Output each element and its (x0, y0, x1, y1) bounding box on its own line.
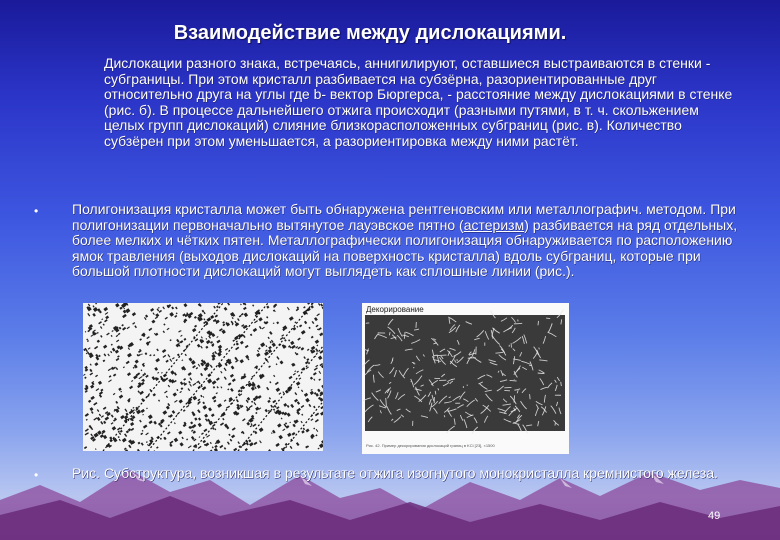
figure-caption-text: Рис. Субструктура, возникшая в результате отжига изогнутого монокристалла кремнистого железа. (72, 465, 718, 481)
paragraph-polygonization-text-1: Полигонизация кристалла может быть обнаружена рентгеновским или металлографич. методом. При полигонизации первоначально вытянутое лауэвское пятно ( (72, 201, 736, 233)
slide-title: Взаимодействие между дислокациями. (173, 22, 567, 44)
paragraph-polygonization (72, 202, 742, 280)
etch-pits-micrograph (83, 303, 323, 451)
paragraph-dislocations: Дислокации разного знака, встречаясь, аннигилируют, оставшиеся выстраиваются в стенки - субграницы. При этом кристалл разбивается на субзёрна, разориентированные друг относительно друга на углы где b- вектор Бюргерса, - расстояние между дислокациями в стенке (рис. б). В процессе дальнейшего отжига происходит (разными путями, в т. ч. скольжением целых групп дислокаций) слияние близкорасположенных субграниц (рис. в). Количество субзёрен при этом уменьшается, а разориентировка между ними растёт. (104, 55, 733, 149)
mountains-decoration (0, 430, 780, 540)
paragraph-polygonization-text-2: ) разбивается на ряд отдельных, более мелких и чётких пятен. Металлографически полигонизация обнаруживается по расположению ямок травления (выходов дислокаций на поверхность кристалла) вдоль субграниц, которые при большой плотности дислокаций могут выглядеть как сплошные линии (рис.). (72, 216, 738, 279)
bullet-marker: • (34, 468, 39, 482)
asterism-link[interactable]: астеризм (463, 216, 525, 233)
bullet-marker: • (34, 204, 39, 218)
page-number: 49 (708, 510, 721, 522)
figure-label: Декорирование (366, 305, 424, 314)
figure-caption: Рис. 42. Пример декорирования дислокаций границ в KCl [23], ×1500 (366, 443, 495, 448)
